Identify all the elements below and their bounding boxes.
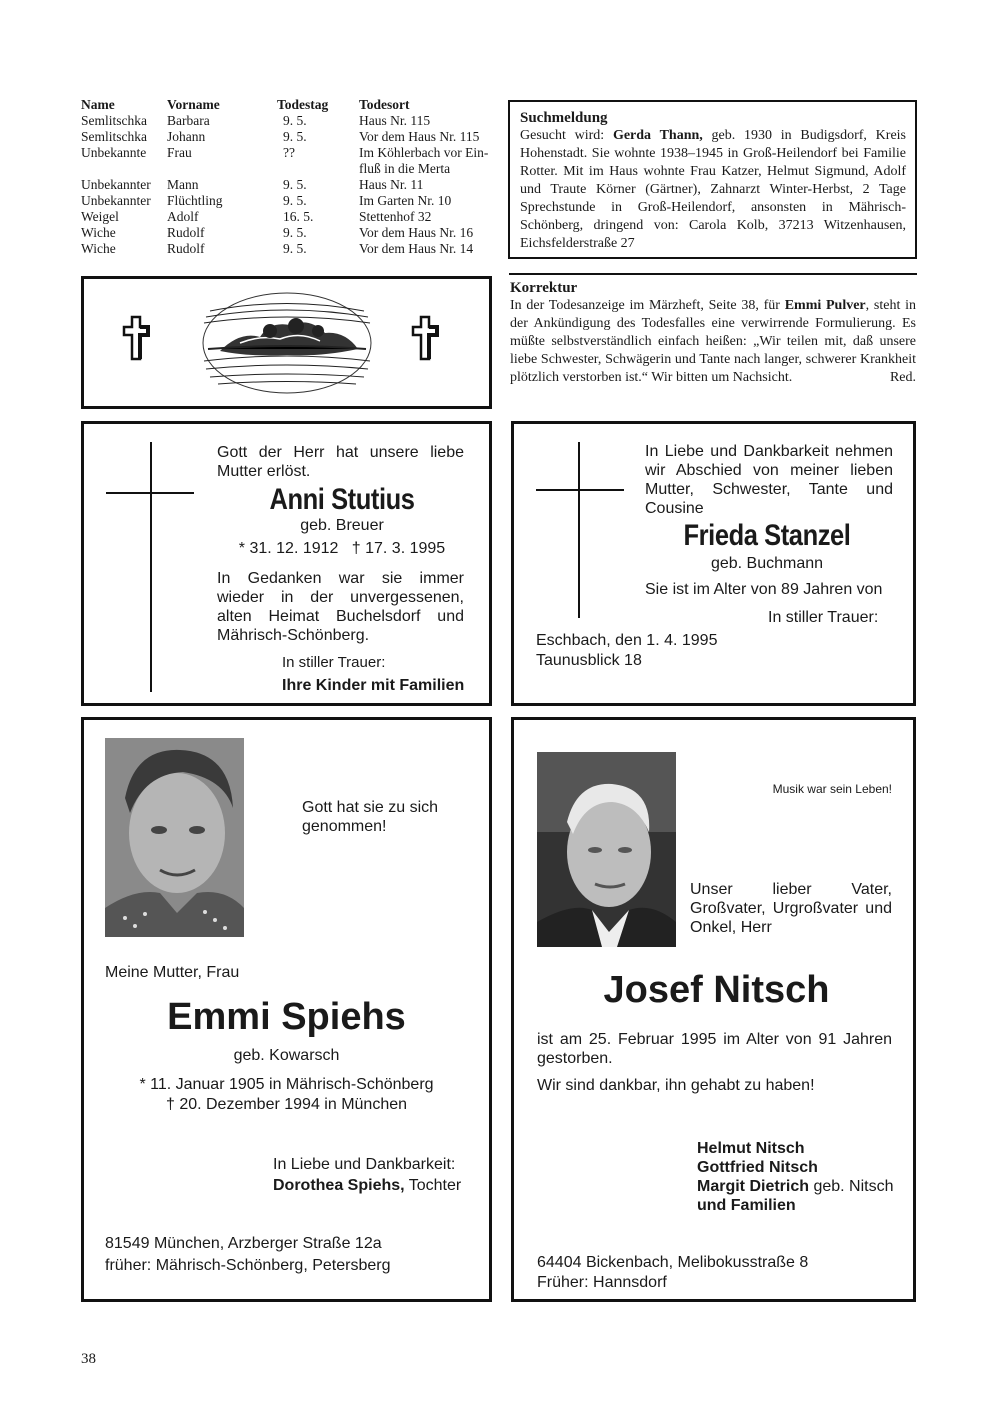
cell-vorname: Rudolf — [167, 225, 205, 240]
cell-todestag: 9. 5. — [283, 177, 307, 192]
table-row — [81, 129, 491, 145]
cell-todesort: Vor dem Haus Nr. 14 — [359, 241, 474, 256]
spiehs-died: † 20. Dezember 1994 in München — [165, 1096, 408, 1113]
stanzel-age: Sie ist im Alter von 89 Jahren von — [645, 581, 883, 598]
obituary-stanzel — [511, 421, 916, 706]
stanzel-cross-horizontal — [536, 489, 624, 491]
table-header-row — [81, 97, 491, 113]
stutius-cross-vertical — [150, 442, 152, 692]
cell-vorname: Johann — [167, 129, 206, 144]
nitsch-text: ist am 25. Februar 1995 im Alter von 91 Jahren gestorben. — [537, 1031, 892, 1067]
stanzel-mourning: In stiller Trauer: — [768, 609, 879, 626]
spiehs-intro: Meine Mutter, Frau — [105, 964, 240, 981]
cell-todesort: Im Garten Nr. 10 — [359, 193, 452, 208]
cell-name: Wiche — [81, 241, 116, 256]
stutius-dates: * 31. 12. 1912 † 17. 3. 1995 — [238, 540, 446, 557]
stutius-intro: Gott der Herr hat unsere liebe Mutter erlöst. — [217, 444, 464, 480]
suchmeldung-body: geb. 1930 in Budigsdorf, Kreis Hohenstadt. Sie wohnte 1938–1945 in Groß-Heilendorf bei Familie Rotter. Mit im Haus wohnte Frau Katzer, Helmut Sigmund, Adolf und Traute Körner (Gärtner), Zahnarzt Winter-Herbst, 2 Tage Sprechstunde in Groß-Heilendorf, ansonsten in Mährisch-Schönberg, dringend von: Carola Kolb, 37213 Witzenhausen, Eichsfelderstraße 27 — [520, 128, 906, 251]
cell-name: Unbekannte — [81, 145, 147, 160]
nitsch-name: Josef Nitsch — [603, 969, 830, 1011]
table-row — [81, 177, 491, 193]
header-todesort: Todesort — [359, 97, 410, 112]
suchmeldung-intro: Gesucht wird: — [520, 128, 613, 143]
stanzel-cross-vertical — [578, 442, 580, 618]
obituary-nitsch — [511, 717, 916, 1302]
cell-todestag: 9. 5. — [283, 193, 307, 208]
spiehs-photo — [105, 738, 244, 937]
spiehs-thanks: In Liebe und Dankbarkeit: — [273, 1156, 456, 1173]
nitsch-family-3: Margit Dietrich — [697, 1178, 810, 1195]
table-row — [81, 209, 491, 225]
spiehs-quote: Gott hat sie zu sich genommen! — [302, 799, 439, 835]
stanzel-name: Frieda Stanzel — [683, 519, 851, 552]
page-number: 38 — [81, 1351, 96, 1367]
cell-name: Semlitschka — [81, 129, 147, 144]
cell-vorname: Rudolf — [167, 241, 205, 256]
nitsch-family-4: und Familien — [697, 1197, 796, 1214]
cell-name: Wiche — [81, 225, 116, 240]
cell-todestag: 9. 5. — [283, 113, 307, 128]
cell-todesort: Vor dem Haus Nr. 115 — [359, 129, 480, 144]
stanzel-born-name: geb. Buchmann — [710, 555, 824, 572]
cell-name: Unbekannter — [81, 193, 151, 208]
header-vorname: Vorname — [167, 97, 220, 112]
stutius-mourning: In stiller Trauer: — [282, 654, 386, 671]
cell-name: Unbekannter — [81, 177, 151, 192]
cell-vorname: Mann — [167, 177, 199, 192]
stutius-family: Ihre Kinder mit Familien — [282, 677, 465, 694]
cell-todestag: 9. 5. — [283, 225, 307, 240]
nitsch-family-2: Gottfried Nitsch — [697, 1159, 818, 1176]
cell-vorname: Barbara — [167, 113, 210, 128]
spiehs-name: Emmi Spiehs — [167, 996, 406, 1038]
stutius-cross-horizontal — [106, 492, 194, 494]
nitsch-family-1: Helmut Nitsch — [697, 1140, 805, 1157]
cell-todestag: ?? — [283, 145, 295, 160]
table-row — [81, 193, 491, 209]
stanzel-intro: In Liebe und Dankbarkeit nehmen wir Abschied von meiner lieben Mutter, Schwester, Tante und Cousine — [645, 443, 893, 517]
korrektur-text-2: , steht in der Ankündigung des Todesfalles eine verwirrende Formulierung. Es müßte selbstverständlich einfach heißen: „Wir teilen mit, daß unsere liebe Schwester, Schwägerin und Tante nach langer, schwerer Krankheit plötzlich verstorben ist.“ Wir bitten um Nachsicht. — [510, 298, 916, 385]
right-cross-icon — [411, 315, 439, 361]
stutius-born-name: geb. Breuer — [300, 517, 384, 534]
spiehs-signer-line — [273, 1177, 461, 1195]
stanzel-place-date: Eschbach, den 1. 4. 1995 — [536, 632, 718, 649]
nitsch-motto: Musik war sein Leben! — [772, 782, 892, 796]
suchmeldung-box — [508, 100, 917, 259]
header-todestag: Todestag — [277, 97, 329, 112]
spiehs-born: * 11. Januar 1905 in Mährisch-Schönberg — [139, 1076, 434, 1093]
suchmeldung-name: Gerda Thann, — [612, 128, 703, 143]
table-row — [81, 225, 491, 241]
landscape-engraving — [200, 291, 374, 395]
cell-todesort: Haus Nr. 11 — [359, 177, 424, 192]
korrektur-title: Korrektur — [510, 280, 578, 296]
nitsch-intro: Unser lieber Vater, Großvater, Urgroßvater und Onkel, Herr — [690, 881, 892, 936]
death-list-table — [81, 97, 491, 257]
cell-todestag: 9. 5. — [283, 129, 307, 144]
table-row — [81, 241, 491, 257]
cell-name: Weigel — [81, 209, 119, 224]
obituary-stutius — [81, 421, 492, 706]
korrektur-section — [510, 279, 916, 387]
cell-todesort: Stettenhof 32 — [359, 209, 432, 224]
spiehs-born-name: geb. Kowarsch — [233, 1047, 340, 1064]
nitsch-address-1: 64404 Bickenbach, Melibokusstraße 8 — [537, 1254, 809, 1271]
table-row — [81, 145, 491, 177]
korrektur-name: Emmi Pulver — [784, 298, 866, 313]
cell-vorname: Frau — [167, 145, 192, 160]
cell-name: Semlitschka — [81, 113, 147, 128]
stutius-name: Anni Stutius — [269, 483, 415, 516]
nitsch-address-2: Früher: Hannsdorf — [537, 1274, 667, 1291]
cell-todesort: Haus Nr. 115 — [359, 113, 431, 128]
cell-todestag: 16. 5. — [283, 209, 314, 224]
korrektur-rule — [509, 273, 917, 275]
spiehs-address-1: 81549 München, Arzberger Straße 12a — [105, 1235, 382, 1252]
cell-vorname: Adolf — [167, 209, 199, 224]
cell-todesort: Vor dem Haus Nr. 16 — [359, 225, 474, 240]
suchmeldung-text — [520, 127, 906, 253]
spiehs-signer-role: Tochter — [404, 1177, 462, 1194]
header-name: Name — [81, 97, 115, 112]
cell-todestag: 9. 5. — [283, 241, 307, 256]
nitsch-family-3-rest: geb. Nitsch — [809, 1178, 894, 1195]
korrektur-text — [510, 297, 916, 387]
left-cross-icon — [122, 315, 150, 361]
cell-todesort: Im Köhlerbach vor Ein- fluß in die Merta — [359, 145, 489, 176]
suchmeldung-title: Suchmeldung — [520, 110, 608, 126]
stutius-text: In Gedanken war sie immer wieder in der unvergessenen, alten Heimat Buchelsdorf und Mährisch-Schönberg. — [217, 570, 464, 644]
korrektur-text-1: In der Todesanzeige im Märzheft, Seite 38, für — [510, 298, 785, 313]
korrektur-sign: Red. — [889, 370, 916, 385]
spiehs-address-2: früher: Mährisch-Schönberg, Petersberg — [105, 1257, 391, 1274]
cell-vorname: Flüchtling — [167, 193, 223, 208]
nitsch-family-3-line — [697, 1178, 894, 1196]
obituary-spiehs — [81, 717, 492, 1302]
spiehs-signer: Dorothea Spiehs, — [273, 1177, 405, 1194]
stanzel-address: Taunusblick 18 — [536, 652, 642, 669]
nitsch-photo — [537, 752, 676, 947]
engraving-box — [81, 276, 492, 409]
nitsch-thanks: Wir sind dankbar, ihn gehabt zu haben! — [537, 1077, 815, 1094]
table-row — [81, 113, 491, 129]
